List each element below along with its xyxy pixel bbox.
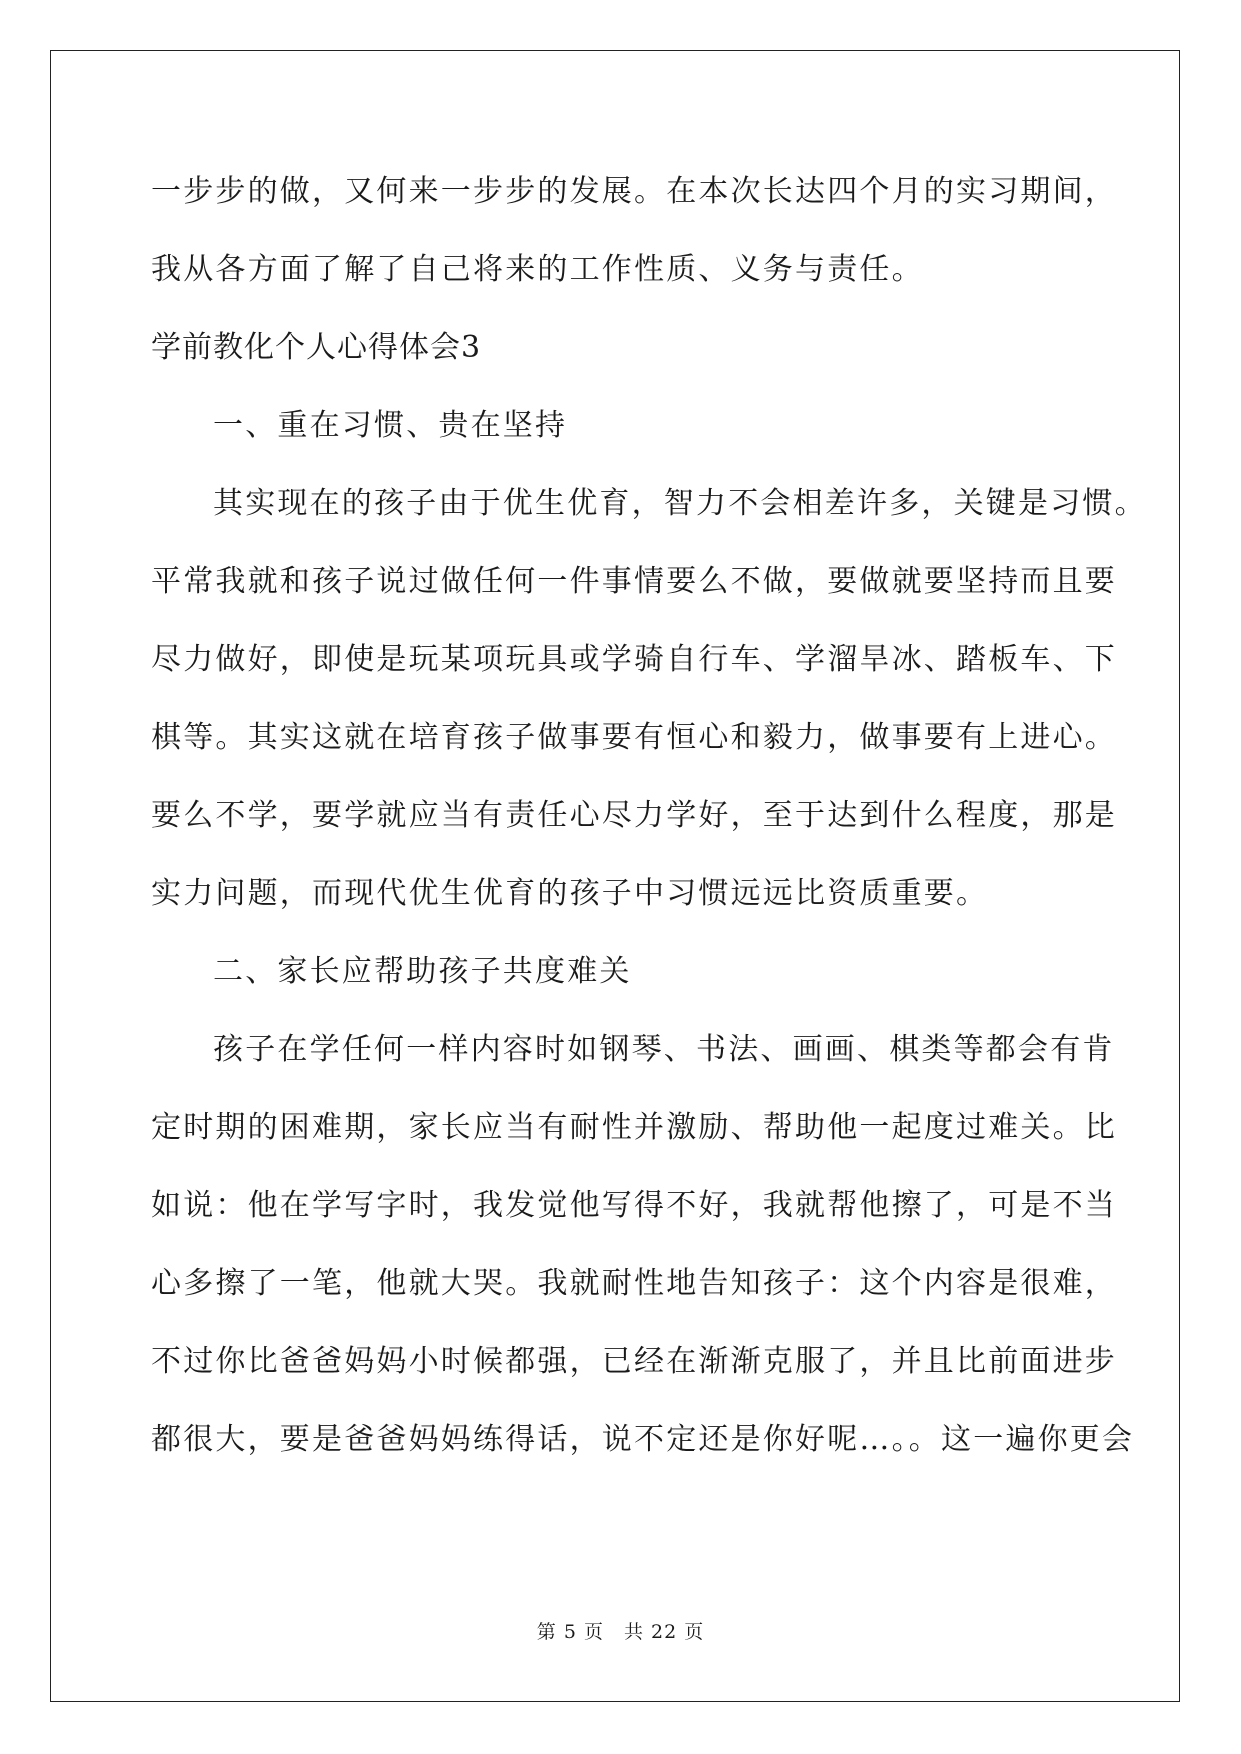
body-line-10: 实力问题，而现代优生优育的孩子中习惯远远比资质重要。	[151, 876, 989, 911]
body-line-5: 其实现在的孩子由于优生优育，智力不会相差许多，关键是习惯。	[213, 486, 1147, 521]
body-line-1: 一步步的做，又何来一步步的发展。在本次长达四个月的实习期间，	[151, 174, 1117, 209]
body-line-2: 我从各方面了解了自己将来的工作性质、义务与责任。	[151, 252, 924, 287]
body-line-17: 都很大，要是爸爸妈妈练得话，说不定还是你好呢…。。这一遍你更会	[151, 1422, 1135, 1457]
body-line-16: 不过你比爸爸妈妈小时候都强，已经在渐渐克服了，并且比前面进步	[151, 1344, 1117, 1379]
body-line-15: 心多擦了一笔，他就大哭。我就耐性地告知孩子：这个内容是很难，	[151, 1266, 1117, 1301]
subheading-1: 一、重在习惯、贵在坚持	[213, 408, 568, 443]
subheading-2: 二、家长应帮助孩子共度难关	[213, 954, 632, 989]
section-title: 学前教化个人心得体会3	[151, 330, 482, 365]
page-number-footer: 第 5 页 共 22 页	[536, 1621, 705, 1643]
body-line-8: 棋等。其实这就在培育孩子做事要有恒心和毅力，做事要有上进心。	[151, 720, 1117, 755]
body-line-9: 要么不学，要学就应当有责任心尽力学好，至于达到什么程度，那是	[151, 798, 1117, 833]
body-line-13: 定时期的困难期，家长应当有耐性并激励、帮助他一起度过难关。比	[151, 1110, 1117, 1145]
body-line-14: 如说：他在学写字时，我发觉他写得不好，我就帮他擦了，可是不当	[151, 1188, 1117, 1223]
body-line-12: 孩子在学任何一样内容时如钢琴、书法、画画、棋类等都会有肯	[213, 1032, 1115, 1067]
body-line-6: 平常我就和孩子说过做任何一件事情要么不做，要做就要坚持而且要	[151, 564, 1117, 599]
body-line-7: 尽力做好，即使是玩某项玩具或学骑自行车、学溜旱冰、踏板车、下	[151, 642, 1117, 677]
